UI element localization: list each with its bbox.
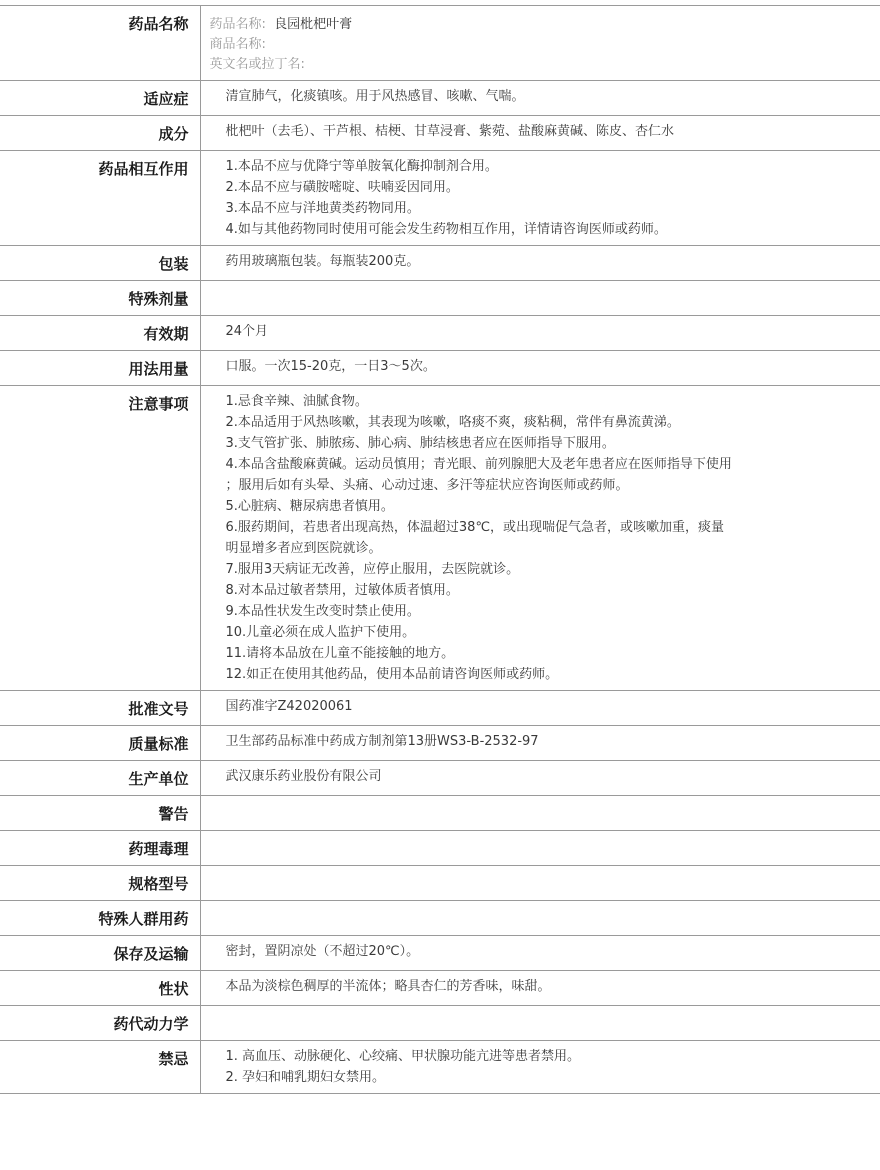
value-line: 3.本品不应与洋地黄类药物同用。 [225,201,420,216]
info-row [0,1041,880,1094]
value-line: 武汉康乐药业股份有限公司 [225,769,382,784]
value-line: 卫生部药品标准中药成方制剂第13册WS3-B-2532-97 [225,734,539,749]
value-line: 国药准字Z42020061 [225,699,353,714]
info-row [0,281,880,316]
value-line: 8.对本品过敏者禁用，过敏体质者慎用。 [225,583,459,598]
value-line: 1.忌食辛辣、油腻食物。 [225,394,368,409]
value-line: 药用玻璃瓶包装。每瓶装200克。 [225,254,420,269]
row-value [200,726,880,761]
value-line: 2. 孕妇和哺乳期妇女禁用。 [225,1070,386,1085]
value-line: 7.服用3天病证无改善，应停止服用，去医院就诊。 [225,562,520,577]
drug-name-line [210,15,873,35]
row-label: 药品相互作用 [0,151,200,246]
value-line: 2.本品不应与磺胺嘧啶、呋喃妥因同用。 [225,180,459,195]
row-label: 有效期 [0,316,200,351]
row-label: 适应症 [0,81,200,116]
info-row [0,831,880,866]
row-value [200,866,880,901]
info-row [0,691,880,726]
value-line: 12.如正在使用其他药品，使用本品前请咨询医师或药师。 [225,667,559,682]
info-row [0,246,880,281]
value-line: 5.心脏病、糖尿病患者慎用。 [225,499,394,514]
info-row [0,866,880,901]
row-label: 药理毒理 [0,831,200,866]
row-label: 质量标准 [0,726,200,761]
row-drug-name [0,6,880,81]
row-label: 药代动力学 [0,1006,200,1041]
row-value [200,116,880,151]
info-row [0,116,880,151]
row-value [200,691,880,726]
row-value [200,971,880,1006]
value-line: 3.支气管扩张、肺脓疡、肺心病、肺结核患者应在医师指导下服用。 [225,436,615,451]
row-value [200,81,880,116]
row-label: 用法用量 [0,351,200,386]
row-value [200,151,880,246]
value-line: 2.本品适用于风热咳嗽，其表现为咳嗽，咯痰不爽，痰粘稠，常伴有鼻流黄涕。 [225,415,680,430]
value-line: 密封，置阴凉处（不超过20℃）。 [225,944,420,959]
row-label: 包装 [0,246,200,281]
row-label: 警告 [0,796,200,831]
row-value [200,351,880,386]
value-line: 9.本品性状发生改变时禁止使用。 [225,604,420,619]
drug-info-table-body [0,6,880,1094]
info-row [0,1006,880,1041]
info-row [0,971,880,1006]
row-value [200,1006,880,1041]
value-line: 24个月 [225,324,269,339]
english-name-key: 英文名或拉丁名: [209,57,305,72]
row-label: 保存及运输 [0,936,200,971]
value-line: 4.本品含盐酸麻黄碱。运动员慎用；青光眼、前列腺肥大及老年患者应在医师指导下使用 [225,457,732,472]
trade-name-key: 商品名称: [209,37,266,52]
value-line: 本品为淡棕色稠厚的半流体；略具杏仁的芳香味，味甜。 [225,979,551,994]
row-value [200,761,880,796]
row-value [200,796,880,831]
row-label: 药品名称 [0,6,200,81]
trade-name-line [210,35,873,55]
value-line: 4.如与其他药物同时使用可能会发生药物相互作用，详情请咨询医师或药师。 [225,222,667,237]
info-row [0,761,880,796]
name-block [200,6,880,81]
value-line: 1.本品不应与优降宁等单胺氧化酶抑制剂合用。 [225,159,498,174]
row-label: 特殊剂量 [0,281,200,316]
row-label: 性状 [0,971,200,1006]
info-row [0,351,880,386]
info-row [0,81,880,116]
drug-name-key: 药品名称: [209,17,266,32]
value-line: 10.儿童必须在成人监护下使用。 [225,625,416,640]
value-line: 11.请将本品放在儿童不能接触的地方。 [225,646,455,661]
value-line: 枇杷叶（去毛）、干芦根、桔梗、甘草浸膏、紫菀、盐酸麻黄碱、陈皮、杏仁水 [225,124,675,139]
drug-info-table [0,5,880,1094]
info-row [0,796,880,831]
row-value [200,386,880,691]
info-row [0,901,880,936]
info-row [0,726,880,761]
row-label: 成分 [0,116,200,151]
row-value [200,281,880,316]
row-label: 特殊人群用药 [0,901,200,936]
row-value [200,316,880,351]
row-value [200,1041,880,1094]
value-line: 1. 高血压、动脉硬化、心绞痛、甲状腺功能亢进等患者禁用。 [225,1049,581,1064]
row-value [200,901,880,936]
row-label: 批准文号 [0,691,200,726]
info-row [0,936,880,971]
row-value [200,936,880,971]
value-line: 6.服药期间，若患者出现高热，体温超过38℃，或出现喘促气急者，或咳嗽加重，痰量 [225,520,725,535]
value-line: 清宣肺气，化痰镇咳。用于风热感冒、咳嗽、气喘。 [225,89,525,104]
row-label: 注意事项 [0,386,200,691]
row-label: 生产单位 [0,761,200,796]
row-label: 规格型号 [0,866,200,901]
info-row [0,386,880,691]
value-line: ；服用后如有头晕、头痛、心动过速、多汗等症状应咨询医师或药师。 [225,478,629,493]
row-value [200,246,880,281]
value-line: 明显增多者应到医院就诊。 [225,541,382,556]
row-value [200,831,880,866]
value-line: 口服。一次15-20克，一日3～5次。 [225,359,436,374]
drug-name-value: 良园枇杷叶膏 [274,17,353,32]
info-row [0,151,880,246]
info-row [0,316,880,351]
english-name-line [210,55,873,75]
row-label: 禁忌 [0,1041,200,1094]
